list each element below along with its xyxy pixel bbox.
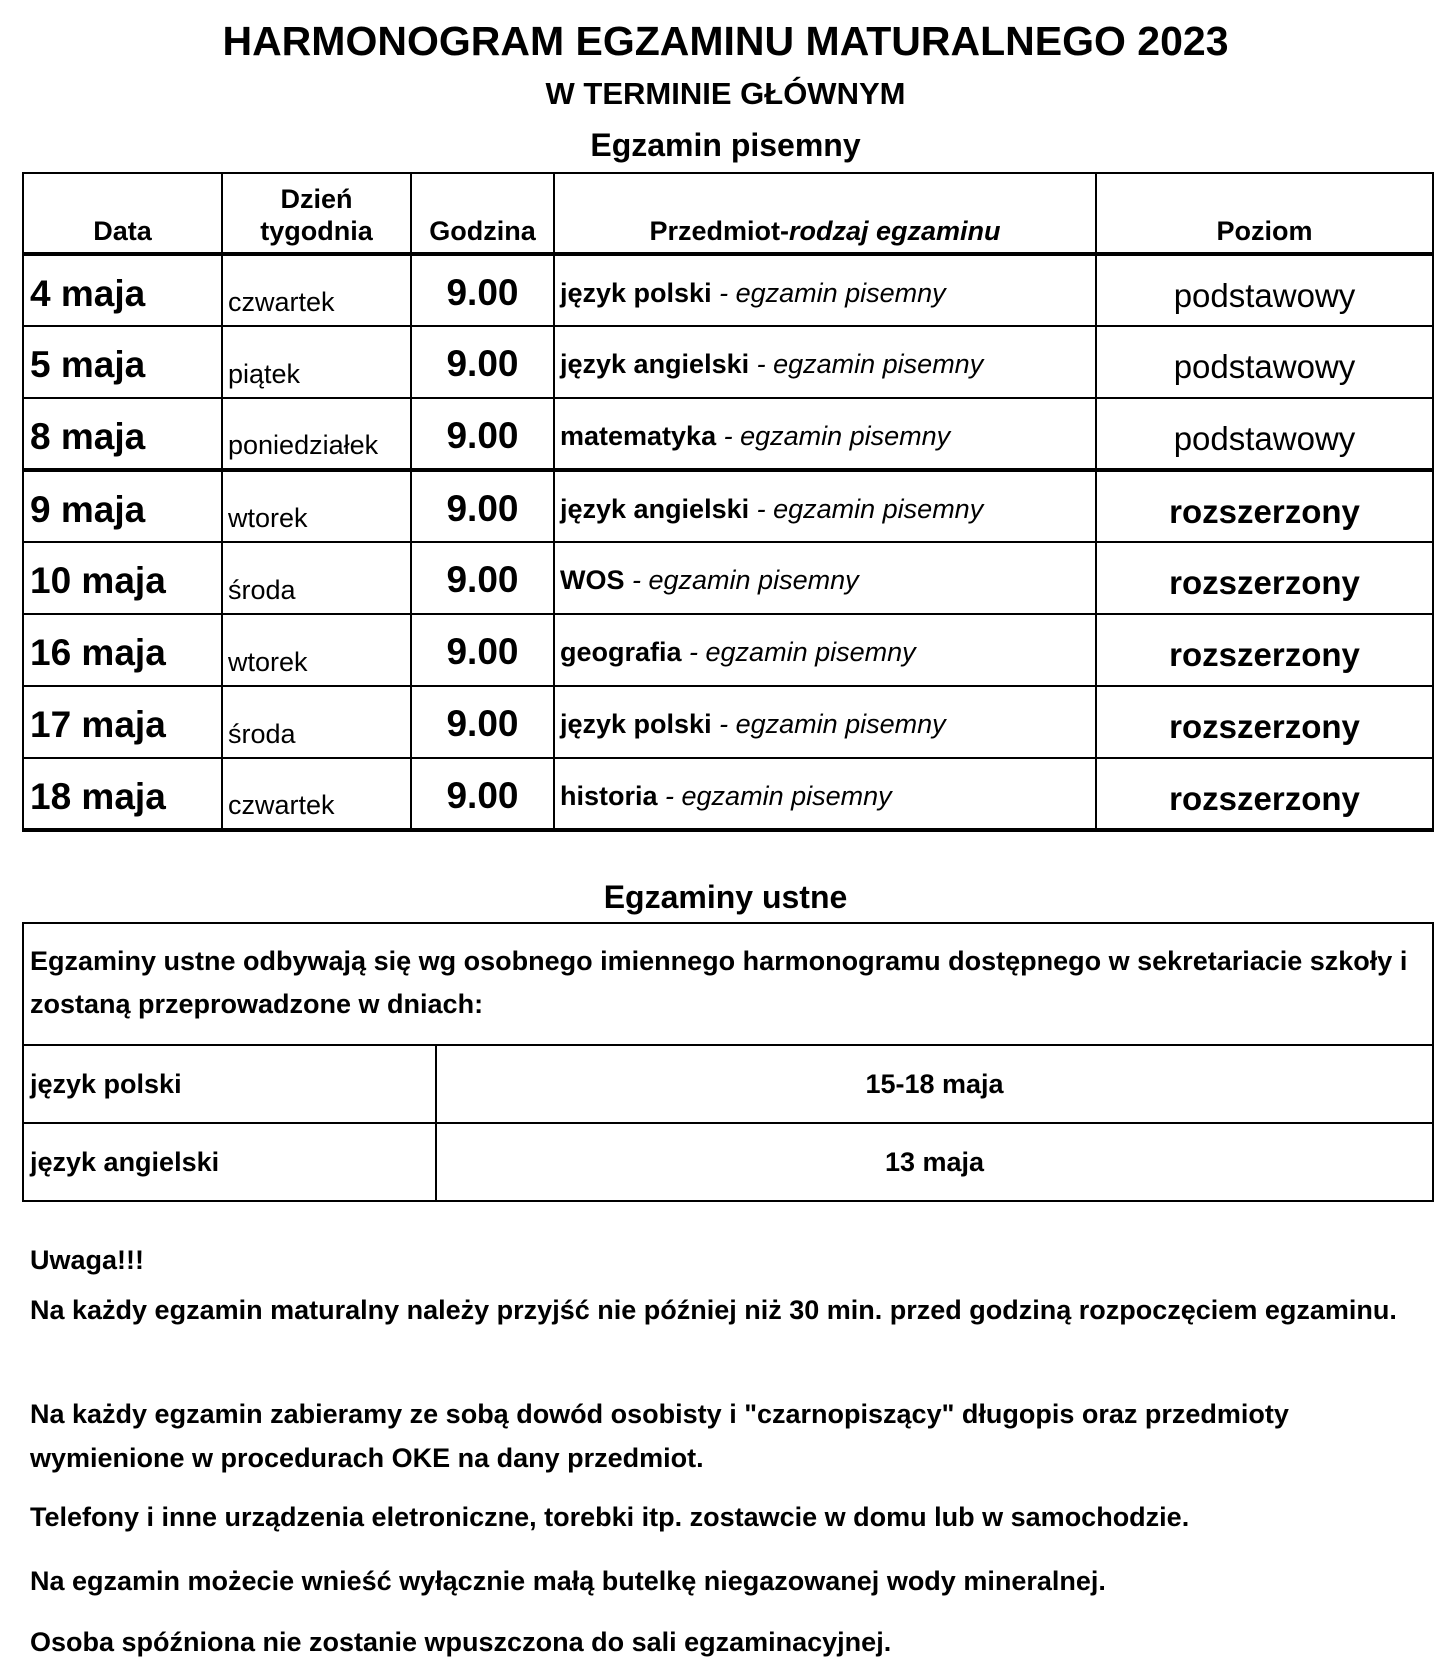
exam-day: poniedziałek	[222, 398, 411, 470]
exam-day: czwartek	[222, 254, 411, 326]
column-header-subject-suffix: rodzaj egzaminu	[788, 216, 1001, 247]
note-item: Osoba spóźniona nie zostanie wpuszczona do sali egzaminacyjnej.	[30, 1627, 892, 1657]
exam-subject	[554, 398, 1096, 470]
exam-date: 16 maja	[23, 614, 222, 686]
exam-time: 9.00	[411, 254, 554, 326]
exam-subject	[554, 614, 1096, 686]
exam-day: środa	[222, 686, 411, 758]
note-item: Telefony i inne urządzenia eletroniczne, torebki itp. zostawcie w domu lub w samochodzie.	[30, 1502, 1190, 1532]
exam-subject	[554, 470, 1096, 542]
table-row	[23, 758, 1433, 830]
oral-exam-note: Egzaminy ustne odbywają się wg osobnego imiennego harmonogramu dostępnego w sekretariacie szkoły i zostaną przeprowadzone w dniach:	[23, 923, 1433, 1045]
exam-date: 8 maja	[23, 398, 222, 470]
exam-kind: - egzamin pisemny	[624, 565, 859, 595]
exam-date: 17 maja	[23, 686, 222, 758]
exam-subject	[554, 542, 1096, 614]
oral-subject: język angielski	[23, 1123, 436, 1201]
oral-dates: 13 maja	[436, 1123, 1433, 1201]
exam-subject-name: język polski	[560, 709, 712, 739]
table-row	[23, 398, 1433, 470]
table-row	[23, 470, 1433, 542]
exam-subject	[554, 254, 1096, 326]
exam-subject-name: język polski	[560, 278, 712, 308]
oral-dates: 15-18 maja	[436, 1045, 1433, 1123]
exam-day: wtorek	[222, 470, 411, 542]
column-header-level: Poziom	[1096, 173, 1433, 254]
table-header-row	[23, 173, 1433, 254]
exam-date: 9 maja	[23, 470, 222, 542]
exam-level: rozszerzony	[1096, 758, 1433, 830]
exam-subject-name: WOS	[560, 565, 625, 595]
column-header-day-line1: Dzień	[280, 184, 353, 215]
exam-subject	[554, 326, 1096, 398]
exam-level: podstawowy	[1096, 326, 1433, 398]
exam-kind: - egzamin pisemny	[749, 494, 984, 524]
exam-kind: - egzamin pisemny	[711, 709, 946, 739]
table-row	[23, 1045, 1433, 1123]
exam-level: rozszerzony	[1096, 614, 1433, 686]
column-header-day-line2: tygodnia	[260, 216, 373, 247]
exam-subject-name: język angielski	[560, 349, 750, 379]
exam-day: piątek	[222, 326, 411, 398]
exam-time: 9.00	[411, 758, 554, 830]
note-item: Na każdy egzamin maturalny należy przyjść nie później niż 30 min. przed godziną rozpoczęciem egzaminu.	[30, 1295, 1397, 1325]
exam-time: 9.00	[411, 470, 554, 542]
column-header-date: Data	[23, 173, 222, 254]
column-header-subject	[554, 173, 1096, 254]
exam-level: podstawowy	[1096, 254, 1433, 326]
exam-level: rozszerzony	[1096, 470, 1433, 542]
exam-date: 4 maja	[23, 254, 222, 326]
exam-subject-name: matematyka	[560, 421, 717, 451]
note-item: Na każdy egzamin zabieramy ze sobą dowód osobisty i "czarnopiszący" długopis oraz przedmioty wymienione w procedurach OKE na dany przedmiot.	[30, 1399, 1289, 1473]
exam-date: 5 maja	[23, 326, 222, 398]
section-heading-oral: Egzaminy ustne	[603, 879, 848, 915]
exam-subject	[554, 686, 1096, 758]
exam-level: rozszerzony	[1096, 542, 1433, 614]
table-row	[23, 326, 1433, 398]
exam-date: 18 maja	[23, 758, 222, 830]
exam-kind: - egzamin pisemny	[657, 781, 892, 811]
exam-time: 9.00	[411, 542, 554, 614]
exam-time: 9.00	[411, 614, 554, 686]
column-header-day	[222, 173, 411, 254]
table-row	[23, 1123, 1433, 1201]
exam-kind: - egzamin pisemny	[711, 278, 946, 308]
exam-kind: - egzamin pisemny	[681, 637, 916, 667]
written-exam-table	[22, 172, 1434, 832]
exam-day: czwartek	[222, 758, 411, 830]
exam-day: środa	[222, 542, 411, 614]
page-subtitle: W TERMINIE GŁÓWNYM	[545, 76, 906, 111]
exam-time: 9.00	[411, 326, 554, 398]
exam-level: podstawowy	[1096, 398, 1433, 470]
notes-heading: Uwaga!!!	[30, 1245, 144, 1275]
note-item: Na egzamin możecie wnieść wyłącznie małą butelkę niegazowanej wody mineralnej.	[30, 1566, 1106, 1596]
table-row	[23, 542, 1433, 614]
exam-kind: - egzamin pisemny	[749, 349, 984, 379]
exam-subject-name: historia	[560, 781, 658, 811]
oral-exam-table	[22, 922, 1434, 1202]
table-row	[23, 254, 1433, 326]
exam-kind: - egzamin pisemny	[716, 421, 951, 451]
exam-day: wtorek	[222, 614, 411, 686]
exam-date: 10 maja	[23, 542, 222, 614]
exam-subject-name: geografia	[560, 637, 682, 667]
exam-subject-name: język angielski	[560, 494, 750, 524]
exam-level: rozszerzony	[1096, 686, 1433, 758]
column-header-subject-prefix: Przedmiot-	[649, 216, 789, 247]
exam-time: 9.00	[411, 686, 554, 758]
exam-time: 9.00	[411, 398, 554, 470]
exam-subject	[554, 758, 1096, 830]
oral-subject: język polski	[23, 1045, 436, 1123]
oral-note-row	[23, 923, 1433, 1045]
column-header-time: Godzina	[411, 173, 554, 254]
table-row	[23, 614, 1433, 686]
page-title: HARMONOGRAM EGZAMINU MATURALNEGO 2023	[222, 18, 1229, 64]
section-heading-written: Egzamin pisemny	[590, 127, 861, 163]
table-row	[23, 686, 1433, 758]
